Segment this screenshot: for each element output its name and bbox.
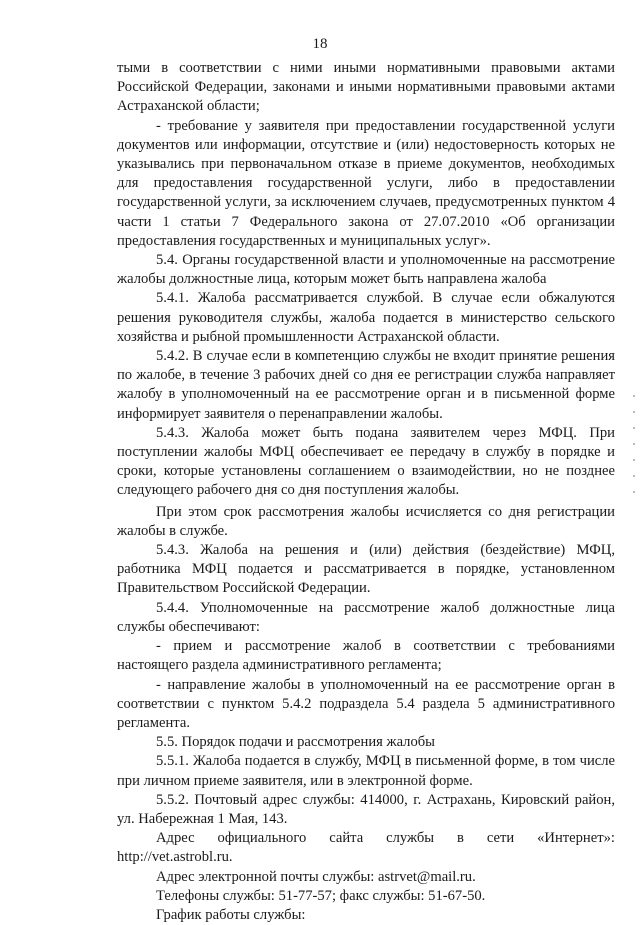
paragraph-5-4-3-complaint: 5.4.3. Жалоба на решения и (или) действия (бездействие) МФЦ, работника МФЦ подается и рассматривается в порядке, установленном Правительством Российской Федерации. — [117, 542, 615, 597]
paragraph-requirement-item: - требование у заявителя при предоставлении государственной услуги документов или информации, отсутствие и (или) недостоверность которых не указывались при первоначальном отказе в приеме документов, необходимых для предоставления государственной услуги, либо в предоставлении государственной услуги, за исключением случаев, предусмотренных пунктом 4 части 1 статьи 7 Федерального закона от 27.07.2010 «Об организации предоставления государственных и муниципальных услуг». — [117, 117, 615, 249]
paragraph-list-item-forwarding: - направление жалобы в уполномоченный на ее рассмотрение орган в соответствии с пунктом 5.4.2 подраздела 5.4 раздела 5 административного регламента. — [117, 676, 615, 731]
website-word: сайта — [329, 830, 364, 847]
scan-edge-marks — [633, 395, 636, 515]
website-word: Адрес — [156, 830, 195, 847]
paragraph-email: Адрес электронной почты службы: astrvet@mail.ru. — [156, 868, 476, 885]
paragraph-5-4-3-mfc: 5.4.3. Жалоба может быть подана заявителем через МФЦ. При поступлении жалобы МФЦ обеспечивает ее передачу в службу в порядке и сроки, которые установлены соглашением о взаимодействии, но не позднее следующего рабочего дня со дня поступления жалобы. — [117, 424, 615, 499]
website-word: службы — [386, 830, 435, 847]
page-number: 18 — [312, 36, 328, 52]
website-word: «Интернет»: — [537, 830, 615, 847]
paragraph-review-term: При этом срок рассмотрения жалобы исчисляется со дня регистрации жалобы в службе. — [117, 503, 615, 539]
paragraph-5-4-1: 5.4.1. Жалоба рассматривается службой. В случае если обжалуются решения руководителя службы, жалоба подается в министерство сельского хозяйства и рыбной промышленности Астраханской области. — [117, 290, 615, 345]
website-url: http://vet.astrobl.ru. — [117, 849, 233, 866]
website-word: в — [457, 830, 464, 847]
paragraph-5-5-heading: 5.5. Порядок подачи и рассмотрения жалобы — [156, 734, 435, 751]
website-word: официального — [217, 830, 307, 847]
paragraph-5-4-2: 5.4.2. В случае если в компетенцию службы не входит принятие решения по жалобе, в течение 3 рабочих дней со дня ее регистрации служба направляет жалобу в уполномоченный на ее рассмотрение орган и в письменной форме информирует заявителя о перенаправлении жалобы. — [117, 348, 615, 422]
website-word: сети — [486, 830, 515, 847]
paragraph-5-4: 5.4. Органы государственной власти и уполномоченные на рассмотрение жалобы должностные лица, которым может быть направлена жалоба — [117, 252, 615, 288]
paragraph-5-4-4: 5.4.4. Уполномоченные на рассмотрение жалоб должностные лица службы обеспечивают: — [117, 599, 615, 635]
paragraph-list-item-reception: - прием и рассмотрение жалоб в соответствии с требованиями настоящего раздела административного регламента; — [117, 638, 615, 674]
paragraph-5-5-1: 5.5.1. Жалоба подается в службу, МФЦ в письменной форме, в том числе при личном приеме заявителя, или в электронной форме. — [117, 753, 615, 789]
paragraph-5-5-2: 5.5.2. Почтовый адрес службы: 414000, г. Астрахань, Кировский район, ул. Набережная 1 Мая, 143. — [117, 791, 615, 827]
paragraph-continuation: тыми в соответствии с ними иными нормативными правовыми актами Российской Федерации, законами и иными нормативными правовыми актами Астраханской области; — [117, 60, 615, 115]
website-address-line — [117, 829, 615, 848]
paragraph-schedule: График работы службы: — [156, 906, 306, 923]
document-body — [117, 59, 615, 925]
paragraph-phones: Телефоны службы: 51-77-57; факс службы: 51-67-50. — [156, 887, 486, 904]
